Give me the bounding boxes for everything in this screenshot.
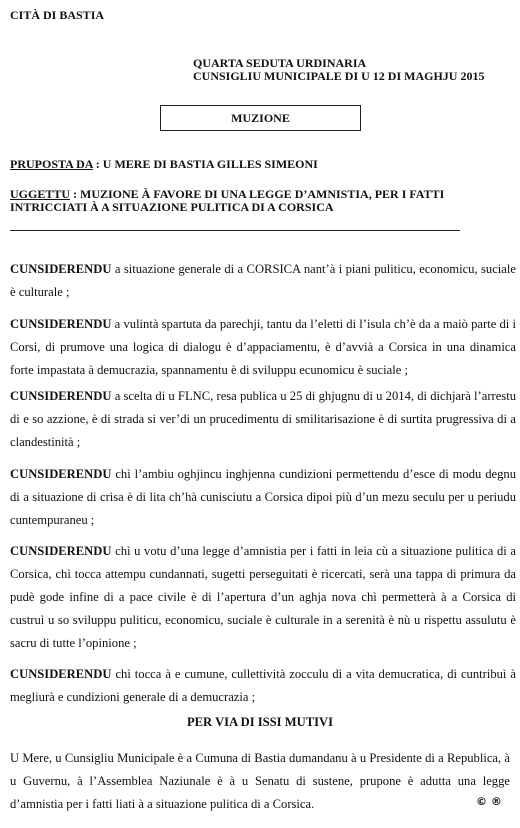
consideration-lead: CUNSIDERENDU <box>10 667 112 681</box>
consideration-lead: CUNSIDERENDU <box>10 317 112 331</box>
consideration-text: chì u votu d’una legge d’amnistia per i fatti in leia cù a situazione pulitica di a Corsica, chì tocca attempu cundannati, sugetti perseguitati è ricercati, serà una tappa di primura da pudè gode infine di a pace civile è di l’apertura d’un aghja nova chì permetterà à a Corsica di custruì u so sviluppu puliticu, economicu, suciale è culturale in a serenità è nù u rispettu assulutu è sacru di tutte l’opinione ; <box>10 544 516 650</box>
proposal-label: PRUPOSTA DA <box>10 157 93 171</box>
proposal-line <box>10 157 318 172</box>
consideration-paragraph <box>10 663 516 709</box>
session-title: QUARTA SEDUTA URDINARIA <box>193 56 367 70</box>
consideration-paragraph <box>10 463 516 532</box>
city-header: CITÀ DI BASTIA <box>10 8 105 22</box>
separator-line <box>10 230 460 231</box>
consideration-paragraph <box>10 258 516 304</box>
consideration-paragraph <box>10 385 516 454</box>
consideration-paragraph <box>10 313 516 382</box>
copyright-mark: © ® <box>476 795 502 808</box>
subject-label: UGGETTU <box>10 187 71 201</box>
consideration-lead: CUNSIDERENDU <box>10 389 112 403</box>
consideration-text: a scelta di u FLNC, resa publica u 25 di ghjugnu di u 2014, di dichjarà l’arrestu di e so azzione, è di strada si ver’di un prucedimentu di smilitarisazione è di surtita prugressiva di a clandestinità ; <box>10 389 516 449</box>
consideration-lead: CUNSIDERENDU <box>10 467 112 481</box>
subject-text-2: INTRICCIATI À A SITUAZIONE PULITICA DI A CORSICA <box>10 200 334 214</box>
session-header <box>193 57 484 83</box>
subject-text-1: : MUZIONE À FAVORE DI UNA LEGGE D’AMNISTIA, PER I FATTI <box>70 187 445 201</box>
consideration-paragraph <box>10 540 516 655</box>
motion-box: MUZIONE <box>160 105 361 131</box>
consideration-text: chì l’ambiu oghjincu inghjenna cundizioni permettendu d’esce di modu degnu di a situazione di crisa è di lita ch’hà cunisciutu a Corsica dipoi più d’un mezu seculu per u periudu cuntempuraneu ; <box>10 467 516 527</box>
conclusion-paragraph: U Mere, u Cunsigliu Municipale è a Cumuna di Bastia dumandanu à u Presidente di a Republica, à u Guvernu, à l’Assemblea Naziunale è à u Senatu di sustene, prupone è adutta una legge d’amnistia per i fatti liati à a situazione pulitica di a Corsica. <box>10 751 510 811</box>
proposal-text: : U MERE DI BASTIA GILLES SIMEONI <box>92 157 318 171</box>
consideration-text: chì tocca à e cumune, cullettività zocculu di a vita demucratica, di cuntribuì à megliurà e cundizioni generale di a demucrazia ; <box>10 667 516 704</box>
section-title: PER VIA DI ISSI MUTIVI <box>186 715 334 729</box>
consideration-lead: CUNSIDERENDU <box>10 544 112 558</box>
consideration-text: a situazione generale di a CORSICA nant’à i piani puliticu, economicu, suciale è culturale ; <box>10 262 516 299</box>
consideration-text: a vulintà spartuta da parechji, tantu da l’eletti di l’isula ch’è da a maiò parte di i Corsi, di prumove una logica di dialogu è d’appaciamentu, è d’avvià a Corsica in una dinamica forte impastata à demucrazia, spannamentu è di sviluppu ecunomicu è suciale ; <box>10 317 516 377</box>
subject-block <box>10 188 444 214</box>
council-date: CUNSIGLIU MUNICIPALE DI U 12 DI MAGHJU 2015 <box>193 69 485 83</box>
consideration-lead: CUNSIDERENDU <box>10 262 112 276</box>
